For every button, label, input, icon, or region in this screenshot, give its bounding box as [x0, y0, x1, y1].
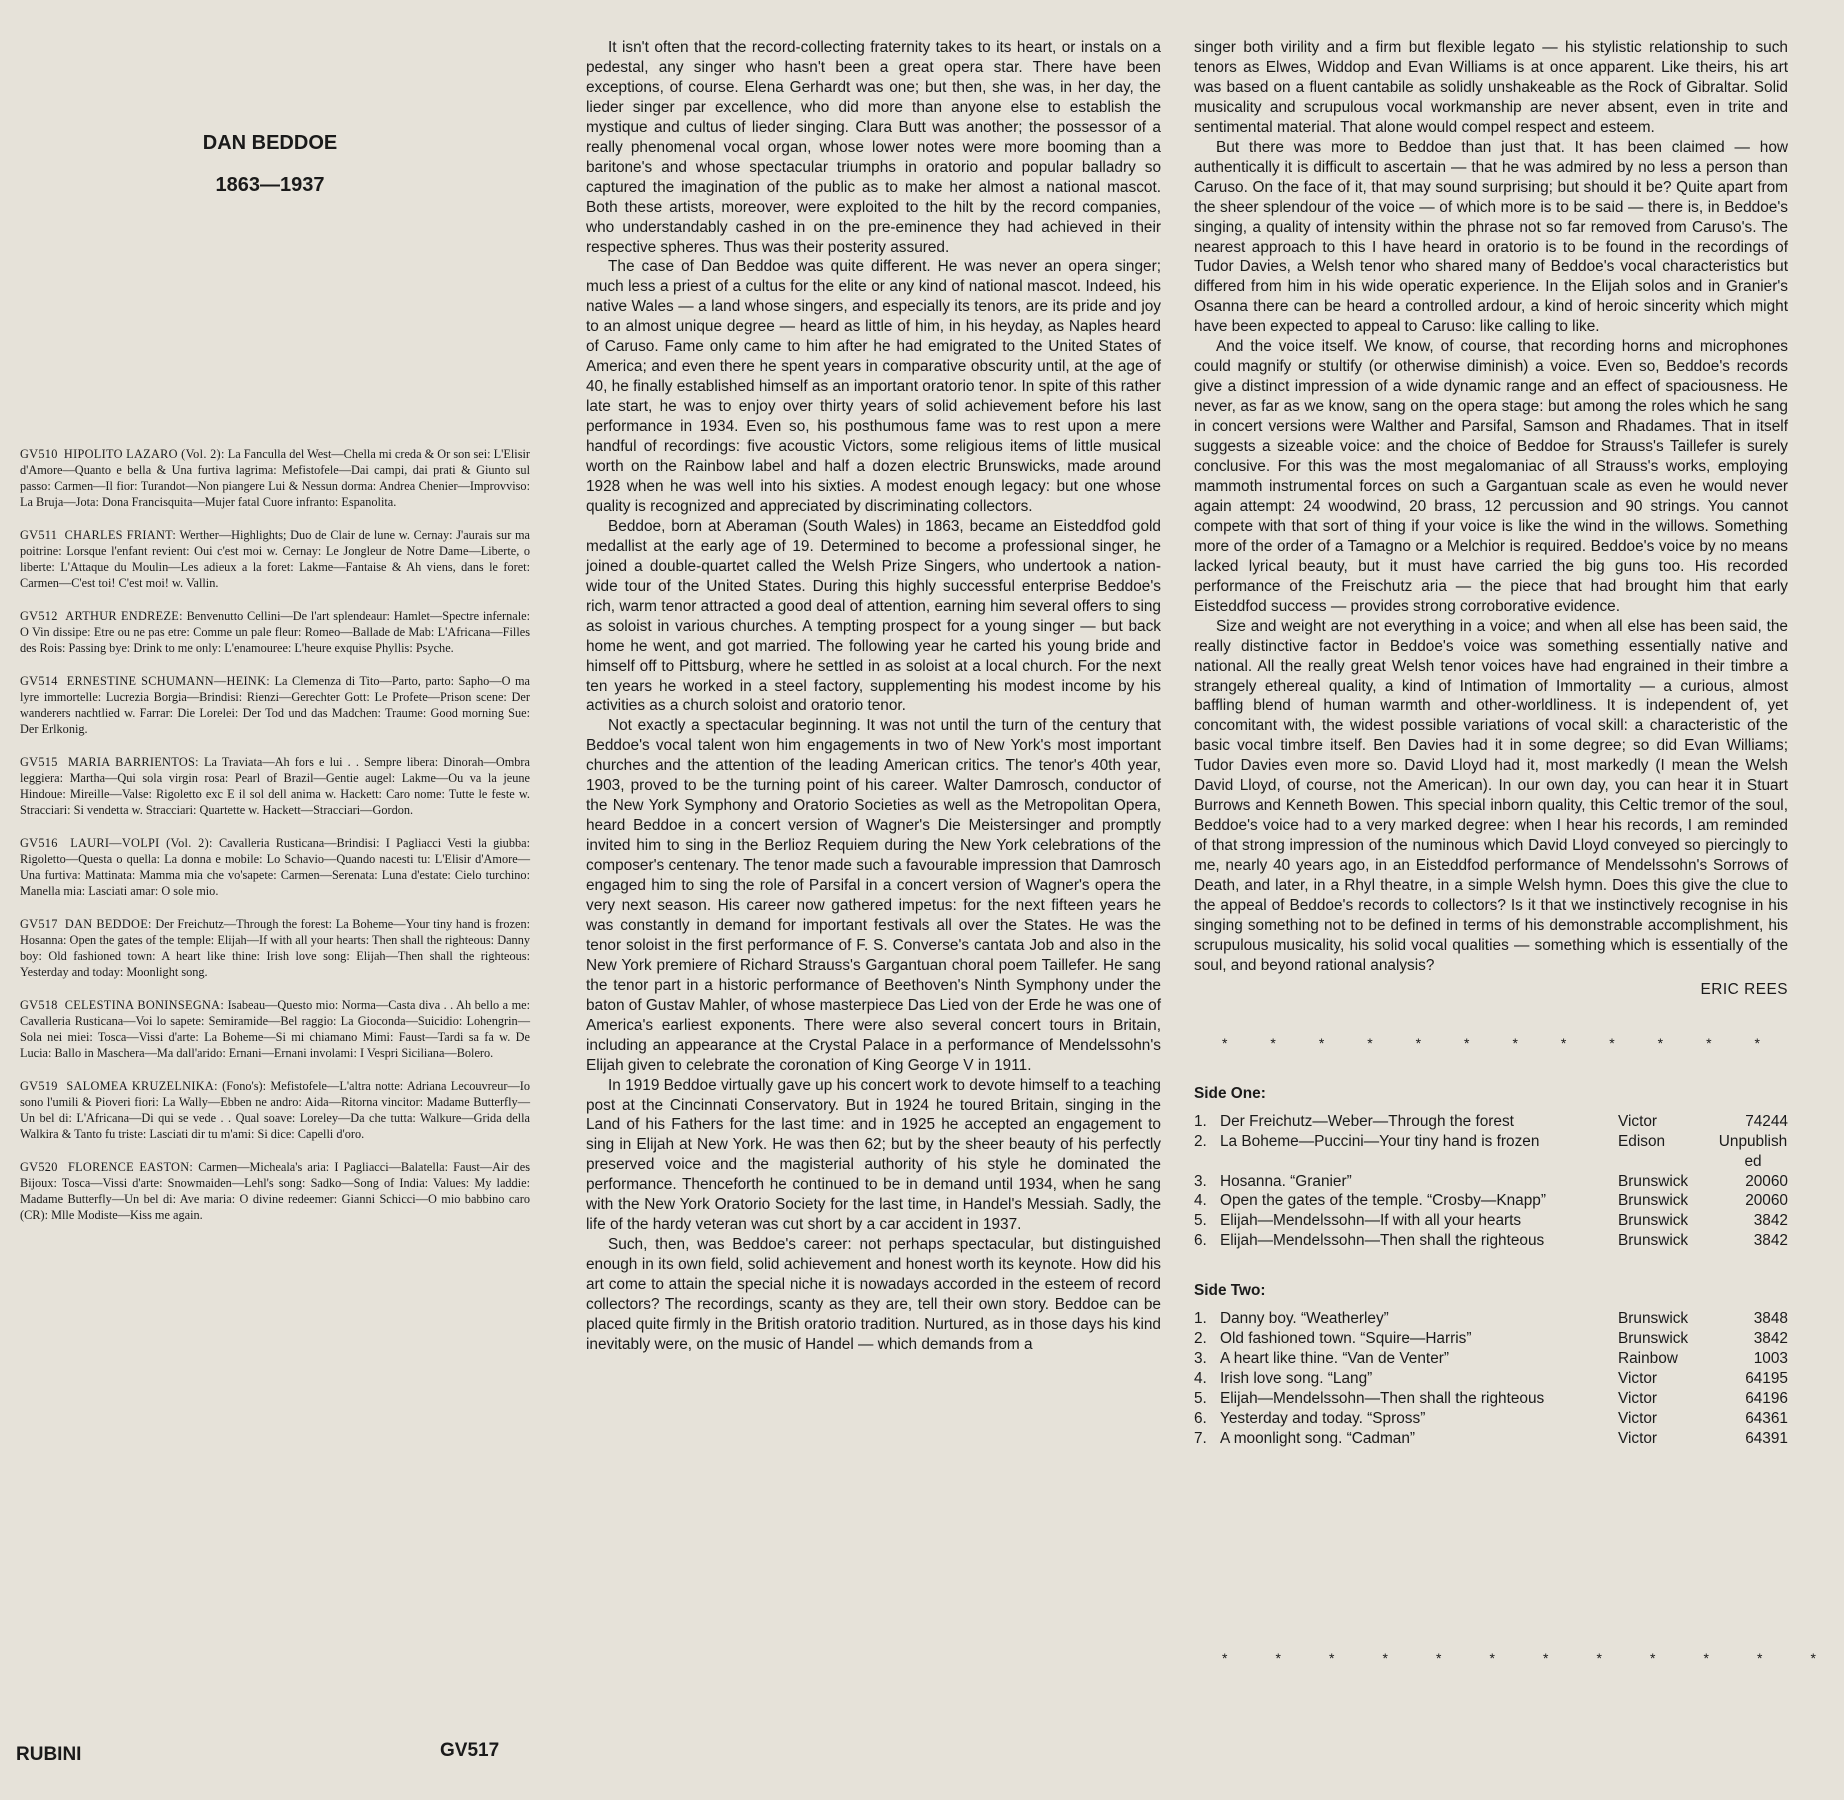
essay-paragraph: Size and weight are not everything in a voice; and when all else has been said, the really distinctive factor in Beddoe's voice was something essentially native and national. All the really great Welsh tenor voices have had engrained in their timbre a strangely ethereal quality, a kind of Intimation of Immortality — a curious, almost baffling blend of human warmth and other-worldliness. It is independent of, yet concomitant with, the widest possible variations of vocal skill: a characteristic of the basic vocal timbre itself. Ben Davies had it in some degree; so did Evan Williams; Tudor Davies even more so. David Lloyd had it, most markedly (I mean the Welsh David Lloyd, of course, not the American). In our own day, you can hear it in Stuart Burrows and Kenneth Bowen. This special inborn quality, this Celtic tremor of the soul, Beddoe's voice had to a very marked degree: when I hear his records, I am reminded of that strong impression of the numinous which David Lloyd conveyed so piercingly to me, nearly 40 years ago, in an Eisteddfod performance of Mendelssohn's Sorrows of Death, and later, in a Rhyl theatre, in a simple Welsh hymn. Does this give the clue to the appeal of Beddoe's records to collectors? Is it that we instinctively recognise in his singing something not to be defined in terms of his demonstrable accomplishment, his scrupulous musicality, his solid vocal qualities — something which is essentially of the soul, and beyond rational analysis? [1194, 617, 1788, 974]
catalogue-code: GV520 [20, 1160, 58, 1174]
star-mark: * [1436, 1650, 1442, 1666]
track-row [1194, 1409, 1788, 1429]
track-catalogue: 74244 [1745, 1112, 1788, 1130]
catalogue-code: GV519 [20, 1079, 58, 1093]
catalogue-entry [20, 1159, 530, 1223]
track-number: 1. [1194, 1112, 1207, 1130]
catalogue-code: GV516 [20, 836, 58, 850]
track-label: Victor [1618, 1410, 1658, 1428]
track-label: Victor [1618, 1112, 1658, 1130]
track-catalogue: 64361 [1745, 1410, 1788, 1428]
track-catalogue: 64391 [1745, 1430, 1788, 1447]
catalogue-text: Carmen—Micheala's aria: I Pagliacci—Balatella: Faust—Air des Bijoux: Tosca—Vissi d'arte: Snowmaiden—Lehl's song: Sadko—Song of India: Values: My laddie: Madame Butterfly—Un bel di: Ave maria: O divine redeemer: Gianni Schicci—O mio babbino caro (CR): Mlle Modiste—Kiss me again. [20, 1160, 530, 1222]
track-label: Victor [1618, 1370, 1658, 1388]
side-one-tracks [1194, 1112, 1788, 1252]
catalogue-artist: CELESTINA BONINSEGNA: [64, 998, 225, 1012]
catalogue-entry [20, 673, 530, 737]
essay-column-middle [586, 38, 1161, 1355]
star-mark: * [1650, 1650, 1656, 1666]
essay-paragraph: singer both virility and a firm but flexible legato — his stylistic relationship to such tenors as Elwes, Widdop and Evan Williams is at once apparent. Like theirs, his art was based on a fluent cantabile as solidly unshakeable as the Rock of Gibraltar. Solid musicality and scrupulous vocal workmanship are never absent, even in trite and sentimental material. That alone would compel respect and esteem. [1194, 39, 1788, 136]
essay-paragraph: Beddoe, born at Aberaman (South Wales) in 1863, became an Eisteddfod gold medallist at the early age of 19. Determined to become a professional singer, he joined a double-quartet called the Welsh Prize Singers, who undertook a nation-wide tour of the United States. During this highly successful enterprise Beddoe's rich, warm tenor attracted a good deal of attention, earning him several offers to sing as soloist in various churches. A tempting prospect for a young singer — but back home he went, and got married. The following year he carted his young bride and himself off to Pittsburg, where he settled in as soloist at a local church. For the next ten years he worked in a steel factory, supplementing his modest income by his activities as a church soloist and oratorio tenor. [586, 517, 1161, 715]
track-row [1194, 1369, 1788, 1389]
star-mark: * [1609, 1034, 1615, 1051]
catalogue-code: GV517 [20, 917, 58, 931]
essay-column-right [1194, 38, 1788, 1449]
track-row [1194, 1429, 1788, 1449]
star-divider [1194, 1034, 1788, 1054]
track-catalogue: 20060 [1745, 1172, 1788, 1190]
track-title: Danny boy. “Weatherley” [1220, 1310, 1389, 1328]
star-mark: * [1810, 1650, 1816, 1666]
track-number: 2. [1194, 1330, 1207, 1348]
side-two-heading: Side Two: [1194, 1282, 1266, 1300]
track-row [1194, 1172, 1788, 1192]
track-number: 3. [1194, 1350, 1207, 1368]
track-catalogue: 3842 [1753, 1232, 1788, 1250]
star-mark: * [1415, 1034, 1422, 1051]
track-number: 4. [1194, 1192, 1207, 1210]
catalogue-code: GV512 [20, 609, 58, 623]
star-mark: * [1512, 1034, 1518, 1051]
star-mark: * [1318, 1034, 1325, 1051]
track-title: Open the gates of the temple. “Crosby—Knapp” [1220, 1192, 1546, 1210]
catalogue-text: (Fono's): Mefistofele—L'altra notte: Adriana Lecouvreur—Io sono l'umili & Pioveri fiori: La Wally—Ebben ne andro: Aida—Ritorna vincitor: Madame Butterfly—Un bel di: L'Africana—Di qui se vede . . Qual soave: Loreley—Da che tutta: Walkure—Grida della Walkira & Tanto fu triste: Lasciati dir tu m'ami: Si dice: Capelli d'oro. [20, 1079, 530, 1141]
track-catalogue: 1003 [1753, 1350, 1788, 1368]
star-mark: * [1754, 1034, 1760, 1051]
track-title: Yesterday and today. “Spross” [1220, 1410, 1426, 1428]
catalogue-code: GV511 [20, 528, 58, 542]
catalogue-text: Der Freichutz—Through the forest: La Boheme—Your tiny hand is frozen: Hosanna: Open the gates of the temple: Elijah—If with all your hearts: Then shall the righteous: Danny boy: Old fashioned town: A heart like thine: Irish love song: Elijah—Then shall the righteous: Yesterday and today: Moonlight song. [20, 917, 531, 979]
catalogue-artist: SALOMEA KRUZELNIKA: [66, 1079, 218, 1093]
catalogue-entry [20, 1078, 530, 1142]
track-label: Brunswick [1618, 1192, 1689, 1210]
track-label: Brunswick [1618, 1172, 1689, 1190]
track-row [1194, 1349, 1788, 1369]
catalogue-entry [20, 835, 530, 899]
track-title: Hosanna. “Granier” [1220, 1172, 1352, 1190]
catalogue-artist: MARIA BARRIENTOS: [67, 755, 199, 769]
track-catalogue: Unpublished [1718, 1132, 1788, 1170]
star-mark: * [1367, 1034, 1373, 1051]
page-header [150, 122, 390, 206]
star-mark: * [1382, 1650, 1388, 1666]
essay-paragraph: But there was more to Beddoe than just that. It has been claimed — how authentically it is difficult to ascertain — that he was admired by no less a person than Caruso. On the face of it, that may sound surprising; but should it be? Quite apart from the sheer splendour of the voice — of which more is to be said — there is, in Beddoe's singing, a quality of intensity within the phrase not so far removed from Caruso's. The nearest approach to this I have heard in oratorio is to be found in the recordings of Tudor Davies, a Welsh tenor who shared many of Beddoe's vocal characteristics but differed from him in his wide operatic experience. In the Elijah solos and in Granier's Osanna there can be heard a controlled ardour, a kind of heroic sincerity which might have been expected to appeal to Caruso: like calling to like. [1194, 138, 1788, 336]
catalogue-artist: DAN BEDDOE: [64, 917, 152, 931]
track-row [1194, 1231, 1788, 1251]
catalogue-entry [20, 916, 530, 980]
catalogue-code: GV514 [20, 674, 58, 688]
track-row [1194, 1329, 1788, 1349]
catalogue-artist: ERNESTINE SCHUMANN—HEINK: [66, 674, 270, 688]
catalogue-text: La Fanculla del West—Chella mi creda & Or son sei: L'Elisir d'Amore—Quanto e bella & Una furtiva lagrima: Mefistofele—Dai campi, dai prati & Giunto sul passo: Carmen—Il fior: Turandot—Non piangere Lui & Nessun dorma: Andrea Chenier—Improvviso: La Bruja—Jota: Dona Francisquita—Mujer fatal Cuore infranto: Espanolita. [20, 447, 531, 509]
catalogue-artist: HIPOLITO LAZARO (Vol. 2): [63, 447, 225, 461]
catalogue-artist: ARTHUR ENDREZE: [65, 609, 183, 623]
track-catalogue: 64195 [1745, 1370, 1788, 1388]
track-catalogue: 3848 [1753, 1310, 1788, 1328]
catalogue-artist: LAURI—VOLPI (Vol. 2): [70, 836, 213, 850]
track-catalogue: 3842 [1753, 1330, 1788, 1348]
catalogue-code: GV518 [20, 998, 58, 1012]
catalogue-text: La Traviata—Ah fors e lui . . Sempre libera: Dinorah—Ombra leggiera: Martha—Qui sola virgin rosa: Pearl of Brazil—Gentie augel: Lakme—Ou va la jeune Hindoue: Mireille—Valse: Rigoletto exc E il sol dell anima w. Hackett: Caro nome: Tutte le feste w. Stracciari: Si vendetta w. Stracciari: Quartette w. Hackett—Stracciari—Gordon. [20, 755, 530, 817]
track-title: Elijah—Mendelssohn—Then shall the righteous [1220, 1232, 1545, 1250]
essay-author: ERIC REES [1700, 980, 1788, 998]
star-mark: * [1757, 1650, 1763, 1666]
track-row [1194, 1132, 1788, 1172]
track-title: Old fashioned town. “Squire—Harris” [1220, 1330, 1472, 1348]
star-mark: * [1464, 1034, 1470, 1051]
catalogue-text: Isabeau—Questo mio: Norma—Casta diva . . Ah bello a me: Cavalleria Rusticana—Voi lo sapete: Semiramide—Bel raggio: La Gioconda—Suicidio: Lohengrin—Sola nei miei: Tosca—Vissi d'arte: La Boheme—Si mi chiamano Mimi: Faust—Tardi sa fa w. De Lucia: Ballo in Maschera—Ma dall'arido: Ernani—Ernani involami: I Vespri Siciliana—Bolero. [20, 998, 531, 1060]
essay-paragraph: Not exactly a spectacular beginning. It was not until the turn of the century that Beddoe's vocal talent won him engagements in two of New York's most important churches and the attention of the leading American critics. The tenor's 40th year, 1903, proved to be the turning point of his career. Walter Damrosch, conductor of the New York Symphony and Oratorio Societies as well as the Metropolitan Opera, heard Beddoe in a concert version of Wagner's Die Meistersinger and promptly invited him to sing in the Berlioz Requiem during the New York celebrations of the composer's centenary. The tenor made such a favourable impression that Damrosch engaged him to sing the role of Parsifal in a concert version of Wagner's opera the very next season. His career now gathered impetus: for the next fifteen years he was constantly in demand for important festivals all over the States. He was the tenor soloist in the first performance of F. S. Converse's cantata Job and also in the New York premiere of Richard Strauss's Gargantuan choral poem Taillefer. He sang the tenor part in a historic performance of Beethoven's Ninth Symphony under the baton of Gustav Mahler, of whose masterpiece Das Lied von der Erde he was one of America's earliest exponents. There were also several concert tours in Britain, including an appearance at the Crystal Palace in a performance of Mendelssohn's Elijah given to celebrate the coronation of King George V in 1911. [586, 717, 1161, 1074]
essay-paragraph: And the voice itself. We know, of course, that recording horns and microphones could magnify or stultify (or otherwise diminish) a voice. Even so, Beddoe's records give a distinct impression of a wide dynamic range and an effect of spaciousness. He never, as far as we know, sang on the opera stage: but among the roles which he sang in concert versions were Walther and Parsifal, Samson and Rhadames. That in itself suggests a sizeable voice: and the choice of Beddoe for Strauss's Taillefer is surely conclusive. For this was the most megalomaniac of all Strauss's works, employing mammoth instrumental forces on such a Gargantuan scale as even he would never again attempt: 24 woodwind, 20 brass, 12 percussion and 90 strings. You cannot compete with that sort of thing if your voice is like the wind in the willows. Something more of the order of a Tamagno or a Melchior is required. Beddoe's voice by no means lacked lyrical beauty, but it must have carried the big guns too. His recorded performance of the Freischutz aria — the piece that had brought him that early Eisteddfod success — provides strong corroborative evidence. [1194, 338, 1788, 615]
artist-years: 1863—1937 [215, 174, 325, 196]
catalogue-text: Cavalleria Rusticana—Brindisi: I Pagliacci Vesti la giubba: Rigoletto—Questa o quella: La donna e mobile: Lo Schavio—Quando nacesti tu: L'Elisir d'Amore—Una furtiva: Mattinata: Mamma mia che vo'sapete: Carmen—Serenata: Luna d'estate: Cielo turchino: Manella mia: Lasciati amar: O sole mio. [20, 836, 530, 898]
track-row [1194, 1191, 1788, 1211]
track-catalogue: 64196 [1745, 1390, 1788, 1408]
essay-paragraph: It isn't often that the record-collecting fraternity takes to its heart, or instals on a pedestal, any singer who hasn't been a great opera star. There have been exceptions, of course. Elena Gerhardt was one; but then, she was, in her day, the lieder singer par excellence, who did more than anyone else to establish the mystique and cultus of lieder singing. Clara Butt was another; the possessor of a really phenomenal vocal organ, whose lower notes were more booming than a baritone's and whose spectacular triumphs in oratorio and popular balladry so captured the imagination of the public as to make her almost a national mascot. Both these artists, moreover, were exploited to the hilt by the record companies, who understandably cashed in on the pre-eminence they had achieved in their respective spheres. Thus was their posterity assured. [586, 39, 1161, 256]
track-number: 5. [1194, 1390, 1207, 1408]
star-mark: * [1222, 1034, 1228, 1051]
star-mark: * [1560, 1034, 1567, 1051]
track-number: 5. [1194, 1212, 1207, 1230]
essay-paragraph: The case of Dan Beddoe was quite different. He was never an opera singer; much less a priest of a cultus for the elite or any kind of national mascot. Indeed, his native Wales — a land whose singers, and especially its tenors, are its pride and joy to an almost unique degree — heard as little of him, in his heyday, as Naples heard of Caruso. Fame only came to him after he had emigrated to the United States of America; and even there he spent years in comparative obscurity until, at the age of 40, he finally established himself as an important oratorio tenor. In spite of this rather late start, he was to enjoy over thirty years of solid achievement before his last performance in 1934. Even so, his posthumous fame was to rest upon a mere handful of recordings: five acoustic Victors, some religious items of little musical worth on the Rainbow label and half a dozen electric Brunswicks, made around 1928 when he was well into his sixties. A modest enough legacy: but one whose quality is recognized and appreciated by discriminating collectors. [586, 258, 1161, 515]
track-label: Brunswick [1618, 1232, 1689, 1250]
track-number: 3. [1194, 1172, 1207, 1190]
track-title: La Boheme—Puccini—Your tiny hand is frozen [1220, 1132, 1540, 1150]
track-title: Irish love song. “Lang” [1220, 1370, 1373, 1388]
track-number: 6. [1194, 1410, 1207, 1428]
record-label: RUBINI [16, 1744, 82, 1765]
track-number: 7. [1194, 1430, 1207, 1447]
star-mark: * [1706, 1034, 1712, 1051]
catalogue-list [20, 446, 530, 1240]
track-label: Brunswick [1618, 1310, 1689, 1328]
track-label: Rainbow [1618, 1350, 1678, 1368]
star-mark: * [1543, 1650, 1549, 1666]
catalogue-artist: FLORENCE EASTON: [67, 1160, 194, 1174]
track-catalogue: 20060 [1745, 1192, 1788, 1210]
track-title: A moonlight song. “Cadman” [1220, 1430, 1416, 1447]
track-row [1194, 1211, 1788, 1231]
artist-name: DAN BEDDOE [202, 132, 338, 154]
catalogue-text: Werther—Highlights; Duo de Clair de lune w. Cernay: J'aurais sur ma poitrine: Lorsque l'enfant revient: Oui c'est moi w. Cernay: Le Jongleur de Notre Dame—Liberte, o liberte: L'Attaque du Moulin—Les adieux a la foret: Lakme—Fantaise & Ah viens, dans le foret: Carmen—C'est toi! C'est moi! w. Vallin. [20, 528, 531, 590]
star-mark: * [1703, 1650, 1709, 1666]
catalogue-entry [20, 997, 530, 1061]
track-number: 4. [1194, 1370, 1207, 1388]
catalogue-code: GV510 [20, 447, 58, 461]
star-mark: * [1489, 1650, 1495, 1666]
track-label: Victor [1618, 1430, 1658, 1447]
track-number: 1. [1194, 1310, 1207, 1328]
track-row [1194, 1112, 1788, 1132]
track-title: Elijah—Mendelssohn—If with all your hearts [1220, 1212, 1522, 1230]
side-two-tracks [1194, 1309, 1788, 1449]
star-mark: * [1596, 1650, 1602, 1666]
star-mark: * [1270, 1034, 1276, 1051]
star-mark: * [1329, 1650, 1335, 1666]
catalogue-number: GV517 [440, 1740, 500, 1761]
track-number: 6. [1194, 1232, 1207, 1250]
side-one-heading: Side One: [1194, 1084, 1266, 1102]
track-title: Der Freichutz—Weber—Through the forest [1220, 1112, 1514, 1130]
track-label: Victor [1618, 1390, 1658, 1408]
star-mark: * [1275, 1650, 1281, 1666]
catalogue-entry [20, 754, 530, 818]
track-title: A heart like thine. “Van de Venter” [1220, 1350, 1450, 1368]
track-title: Elijah—Mendelssohn—Then shall the righteous [1220, 1390, 1545, 1408]
track-number: 2. [1194, 1132, 1207, 1150]
catalogue-code: GV515 [20, 755, 58, 769]
catalogue-entry [20, 446, 530, 510]
track-label: Brunswick [1618, 1330, 1689, 1348]
essay-paragraph: Such, then, was Beddoe's career: not perhaps spectacular, but distinguished enough in its own field, solid achievement and honest worth its keynote. How did his art come to attain the special niche it is nowadays accorded in the esteem of record collectors? The recordings, scanty as they are, tell their own story. Beddoe can be placed quite firmly in the British oratorio tradition. Nurtured, as in those days his kind inevitably were, on the music of Handel — which demands from a [586, 1236, 1161, 1353]
catalogue-text: Benvenutto Cellini—De l'art splendeaur: Hamlet—Spectre infernale: O Vin dissipe: Etre ou ne pas etre: Comme un pale fleur: Romeo—Ballade de Mab: L'Africana—Filles des Rois: Passing bye: Drink to me only: L'enamouree: L'heure exquise Phyllis: Psyche. [20, 609, 530, 655]
track-label: Brunswick [1618, 1212, 1689, 1230]
catalogue-entry [20, 527, 530, 591]
catalogue-artist: CHARLES FRIANT: [64, 528, 177, 542]
track-row [1194, 1309, 1788, 1329]
track-row [1194, 1389, 1788, 1409]
essay-paragraph: In 1919 Beddoe virtually gave up his concert work to devote himself to a teaching post at the Cincinnati Conservatory. But in 1924 he toured Britain, singing in the Land of his Fathers for the last time: and in 1925 he accepted an engagement to sing in Elijah at New York. He was then 62; but by the sheer beauty of his perfectly preserved voice and the magisterial authority of his style he dominated the performance. Thenceforth he continued to be in demand until 1934, when he sang with the New York Oratorio Society for the last time, in Handel's Messiah. Sadly, the life of the hardy veteran was cut short by a car accident in 1937. [586, 1076, 1161, 1234]
star-mark: * [1657, 1034, 1664, 1051]
track-catalogue: 3842 [1753, 1212, 1788, 1230]
catalogue-text: La Clemenza di Tito—Parto, parto: Sapho—O ma lyre immortelle: Lucrezia Borgia—Brindisi: Rienzi—Gerechter Gott: Le Profete—Prison scene: Der wanderers nachtlied w. Farrar: Die Lorelei: Der Tod und das Madchen: Traume: Good morning Sue: Der Erlkonig. [20, 674, 530, 736]
star-divider [1194, 1650, 1844, 1666]
catalogue-entry [20, 608, 530, 656]
star-mark: * [1222, 1650, 1228, 1666]
track-label: Edison [1618, 1132, 1666, 1150]
